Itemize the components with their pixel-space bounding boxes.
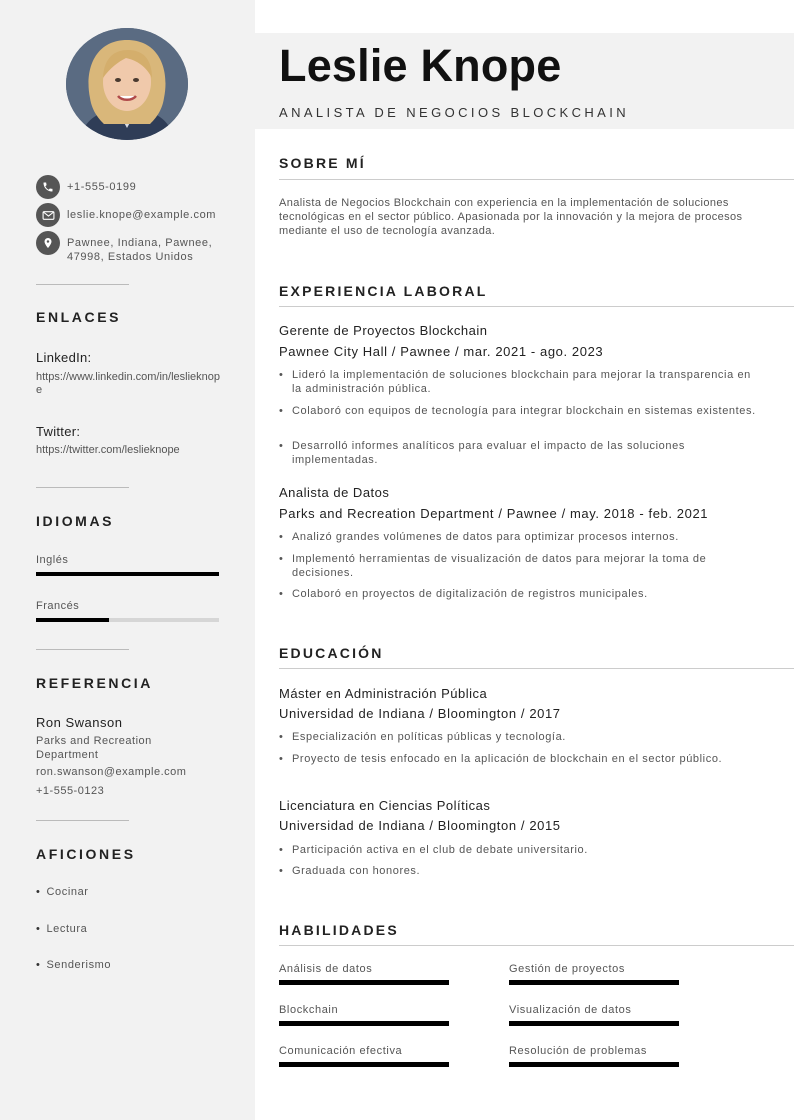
twitter-link[interactable]: https://twitter.com/leslieknope: [36, 444, 180, 456]
job-bullet: • Colaboró con equipos de tecnología para integrar blockchain en sistemas existentes.: [279, 404, 764, 418]
hobby-item: • Lectura: [36, 923, 87, 935]
language-level-fill: [36, 618, 109, 622]
links-heading: ENLACES: [36, 309, 122, 325]
section-divider: [279, 945, 794, 946]
divider: [36, 487, 129, 488]
degree-bullet: • Proyecto de tesis enfocado en la aplicación de blockchain en el sector público.: [279, 752, 764, 766]
about-text: Analista de Negocios Blockchain con experiencia en la implementación de soluciones tecnológicas en el sector público. Apasionada por la innovación y la mejora de procesos mediante el uso de tecnología avanzada.: [279, 197, 743, 237]
job-role: Gerente de Proyectos Blockchain: [279, 323, 488, 338]
job-bullet: • Analizó grandes volúmenes de datos para optimizar procesos internos.: [279, 530, 764, 544]
phone-icon: [36, 175, 60, 199]
twitter-label: Twitter:: [36, 424, 81, 439]
language-name: Francés: [36, 600, 80, 612]
reference-phone: +1-555-0123: [36, 785, 105, 797]
education-heading: EDUCACIÓN: [279, 645, 384, 661]
hobby-item: • Senderismo: [36, 959, 111, 971]
job-place: Pawnee City Hall / Pawnee / mar. 2021 - ago. 2023: [279, 344, 604, 359]
degree-place: Universidad de Indiana / Bloomington / 2017: [279, 706, 561, 721]
section-divider: [279, 306, 794, 307]
skills-heading: HABILIDADES: [279, 922, 399, 938]
language-name: Inglés: [36, 554, 69, 566]
job-bullet: • Lideró la implementación de soluciones blockchain para mejorar la transparencia en la administración pública.: [279, 368, 764, 396]
skill-name: Comunicación efectiva: [279, 1045, 403, 1057]
divider: [36, 820, 129, 821]
reference-org: Parks and Recreation Department: [36, 735, 152, 761]
languages-heading: IDIOMAS: [36, 513, 115, 529]
language-level-bar: [36, 618, 219, 622]
section-divider: [279, 668, 794, 669]
address-text: Pawnee, Indiana, Pawnee, 47998, Estados Unidos: [67, 237, 213, 263]
job-bullet: • Implementó herramientas de visualización de datos para mejorar la toma de decisiones.: [279, 552, 764, 580]
reference-heading: REFERENCIA: [36, 675, 154, 691]
reference-name: Ron Swanson: [36, 715, 123, 730]
skill-bar: [279, 980, 449, 985]
skill-bar: [279, 1021, 449, 1026]
contact-address: [36, 236, 236, 264]
experience-heading: EXPERIENCIA LABORAL: [279, 283, 488, 299]
degree-bullet: • Especialización en políticas públicas y tecnología.: [279, 730, 764, 744]
job-bullet: • Desarrolló informes analíticos para evaluar el impacto de las soluciones implementadas.: [279, 439, 764, 467]
hobbies-heading: AFICIONES: [36, 846, 136, 862]
email-text: leslie.knope@example.com: [67, 209, 217, 221]
skill-name: Blockchain: [279, 1004, 339, 1016]
phone-text: +1-555-0199: [67, 181, 137, 193]
skill-name: Resolución de problemas: [509, 1045, 647, 1057]
skill-bar: [509, 980, 679, 985]
contact-phone: [36, 180, 236, 199]
job-role: Analista de Datos: [279, 485, 390, 500]
divider: [36, 284, 129, 285]
skill-name: Gestión de proyectos: [509, 963, 625, 975]
job-bullet: • Colaboró en proyectos de digitalización de registros municipales.: [279, 587, 764, 601]
linkedin-link[interactable]: https://www.linkedin.com/in/leslieknope: [36, 371, 221, 396]
mail-icon: [36, 203, 60, 227]
language-level-fill: [36, 572, 219, 576]
full-name: Leslie Knope: [279, 40, 562, 91]
language-level-bar: [36, 572, 219, 576]
job-place: Parks and Recreation Department / Pawnee / may. 2018 - feb. 2021: [279, 506, 709, 521]
about-heading: SOBRE MÍ: [279, 155, 366, 171]
profile-photo: [66, 28, 188, 140]
degree-bullet: • Graduada con honores.: [279, 864, 764, 878]
degree-bullet: • Participación activa en el club de debate universitario.: [279, 843, 764, 857]
contact-email: [36, 208, 236, 227]
linkedin-label: LinkedIn:: [36, 350, 92, 365]
main-content: [255, 0, 794, 1120]
divider: [36, 649, 129, 650]
skill-bar: [509, 1021, 679, 1026]
skill-name: Análisis de datos: [279, 963, 373, 975]
job-title: ANALISTA DE NEGOCIOS BLOCKCHAIN: [279, 105, 630, 120]
degree-title: Licenciatura en Ciencias Políticas: [279, 798, 491, 813]
degree-place: Universidad de Indiana / Bloomington / 2015: [279, 818, 561, 833]
skill-bar: [509, 1062, 679, 1067]
location-pin-icon: [36, 231, 60, 255]
section-divider: [279, 179, 794, 180]
reference-email: ron.swanson@example.com: [36, 766, 187, 778]
hobby-item: • Cocinar: [36, 886, 89, 898]
skill-name: Visualización de datos: [509, 1004, 632, 1016]
skill-bar: [279, 1062, 449, 1067]
sidebar: [0, 0, 255, 1120]
degree-title: Máster en Administración Pública: [279, 686, 488, 701]
